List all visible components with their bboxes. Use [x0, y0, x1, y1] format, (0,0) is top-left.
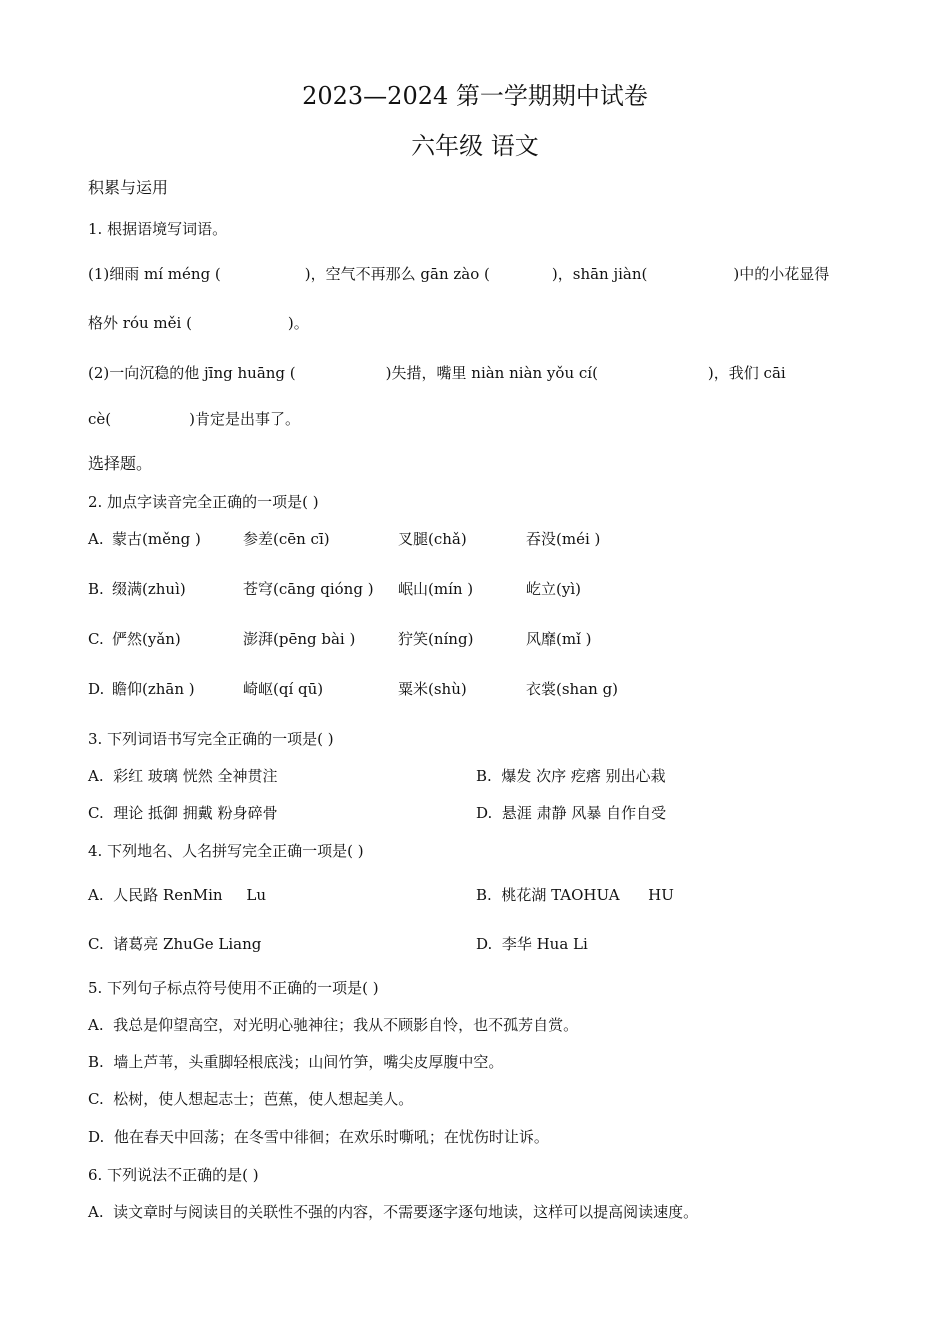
- section-heading-choice: 选择题。: [88, 454, 153, 473]
- option-label: B.: [476, 767, 492, 785]
- option-label: A.: [88, 1016, 104, 1034]
- q3-option-d[interactable]: [476, 803, 666, 823]
- question-1-line-2: [88, 313, 309, 333]
- q4-option-a[interactable]: [88, 885, 266, 905]
- q2-option-item: 吞没(méi ): [526, 530, 601, 548]
- q1-text-segment: 格外 róu měi (: [88, 314, 192, 332]
- q4-option-c[interactable]: [88, 934, 261, 954]
- question-1-line-3: [88, 363, 786, 383]
- option-label: B.: [88, 1053, 104, 1071]
- option-label: D.: [88, 1128, 105, 1146]
- q1-text-segment: )，空气不再那么 gān zào (: [304, 265, 490, 283]
- option-label: A.: [88, 886, 104, 904]
- exam-title: 2023—2024 第一学期期中试卷: [302, 82, 648, 110]
- q3-option-b[interactable]: [476, 766, 666, 786]
- q1-text-segment: (2)一向沉稳的他 jīng huāng (: [88, 364, 296, 382]
- q1-text-segment: )。: [287, 314, 309, 332]
- option-label: D.: [476, 935, 493, 953]
- q2-option-item: 叉腿(chǎ): [398, 530, 467, 548]
- q1-text-segment: )肯定是出事了。: [189, 410, 300, 428]
- question-1-line-1: [88, 264, 829, 284]
- question-1-stem: 1. 根据语境写词语。: [88, 220, 228, 238]
- q2-option-item: 风靡(mǐ ): [526, 630, 592, 648]
- option-text: 松树，使人想起志士；芭蕉，使人想起美人。: [113, 1090, 414, 1108]
- q1-text-segment: )，shān jiàn(: [551, 265, 648, 283]
- q2-option-item: 蒙古(měng ): [112, 530, 201, 548]
- option-text: 桃花湖 TAOHUA HU: [501, 886, 674, 904]
- q6-option-a[interactable]: [88, 1202, 698, 1222]
- option-text: 我总是仰望高空，对光明心驰神往；我从不顾影自怜，也不孤芳自赏。: [113, 1016, 579, 1034]
- option-text: 理论 抵御 拥戴 粉身碎骨: [113, 804, 278, 822]
- q4-option-b[interactable]: [476, 885, 674, 905]
- q5-option-d[interactable]: [88, 1127, 549, 1147]
- option-label: C.: [88, 935, 104, 953]
- option-text: 悬涯 肃静 风暴 自作自受: [501, 804, 667, 822]
- q1-text-segment: )中的小花显得: [733, 265, 830, 283]
- option-text: 墙上芦苇，头重脚轻根底浅；山间竹笋，嘴尖皮厚腹中空。: [113, 1053, 504, 1071]
- q1-text-segment: )失措，嘴里 niàn niàn yǒu cí(: [385, 364, 598, 382]
- q5-option-a[interactable]: [88, 1015, 578, 1035]
- q2-option-item: 俨然(yǎn): [112, 630, 181, 648]
- q5-option-c[interactable]: [88, 1089, 413, 1109]
- question-4-stem: 4. 下列地名、人名拼写完全正确一项是( ): [88, 842, 364, 860]
- q5-option-b[interactable]: [88, 1052, 503, 1072]
- q2-option-item: 崎岖(qí qū): [243, 680, 324, 698]
- option-label: C.: [88, 804, 104, 822]
- q2-option-item: 参差(cēn cī): [243, 530, 330, 548]
- q2-option-item: 澎湃(pēng bài ): [243, 630, 356, 648]
- question-5-stem: 5. 下列句子标点符号使用不正确的一项是( ): [88, 979, 379, 997]
- question-1-line-4: [88, 409, 300, 429]
- exam-subtitle: 六年级 语文: [411, 132, 539, 160]
- q1-text-segment: (1)细雨 mí méng (: [88, 265, 221, 283]
- q1-text-segment: )，我们 cāi: [707, 364, 786, 382]
- section-heading-accumulate: 积累与运用: [88, 178, 169, 197]
- q1-text-segment: cè(: [88, 410, 112, 428]
- option-text: 李华 Hua Li: [501, 935, 588, 953]
- q2-option-item: 粟米(shù): [398, 680, 467, 698]
- q2-option-item: 缀满(zhuì): [112, 580, 186, 598]
- q2-option-item: 屹立(yì): [526, 580, 581, 598]
- option-text: 爆发 次序 疙瘩 别出心栽: [501, 767, 666, 785]
- q2-option-item: 瞻仰(zhān ): [112, 680, 195, 698]
- q2-option-item: 狞笑(níng): [398, 630, 474, 648]
- q4-option-d[interactable]: [476, 934, 588, 954]
- q2-option-item: 岷山(mín ): [398, 580, 474, 598]
- q2-option-label[interactable]: D.: [88, 680, 105, 698]
- option-label: C.: [88, 1090, 104, 1108]
- option-label: A.: [88, 767, 104, 785]
- option-text: 诸葛亮 ZhuGe Liang: [113, 935, 262, 953]
- question-2-stem: 2. 加点字读音完全正确的一项是( ): [88, 493, 319, 511]
- q2-option-item: 衣裳(shan g): [526, 680, 619, 698]
- q2-option-label[interactable]: A.: [88, 530, 104, 548]
- option-text: 人民路 RenMin Lu: [113, 886, 267, 904]
- q2-option-label[interactable]: C.: [88, 630, 104, 648]
- option-text: 彩红 玻璃 恍然 全神贯注: [113, 767, 278, 785]
- question-3-stem: 3. 下列词语书写完全正确的一项是( ): [88, 730, 334, 748]
- q3-option-a[interactable]: [88, 766, 277, 786]
- question-6-stem: 6. 下列说法不正确的是( ): [88, 1166, 259, 1184]
- option-label: B.: [476, 886, 492, 904]
- option-text: 读文章时与阅读目的关联性不强的内容，不需要逐字逐句地读，这样可以提高阅读速度。: [113, 1203, 699, 1221]
- option-label: D.: [476, 804, 493, 822]
- q2-option-label[interactable]: B.: [88, 580, 104, 598]
- q3-option-c[interactable]: [88, 803, 278, 823]
- q2-option-item: 苍穹(cāng qióng ): [243, 580, 374, 598]
- option-label: A.: [88, 1203, 104, 1221]
- option-text: 他在春天中回荡；在冬雪中徘徊；在欢乐时嘶吼；在忧伤时让诉。: [113, 1128, 549, 1146]
